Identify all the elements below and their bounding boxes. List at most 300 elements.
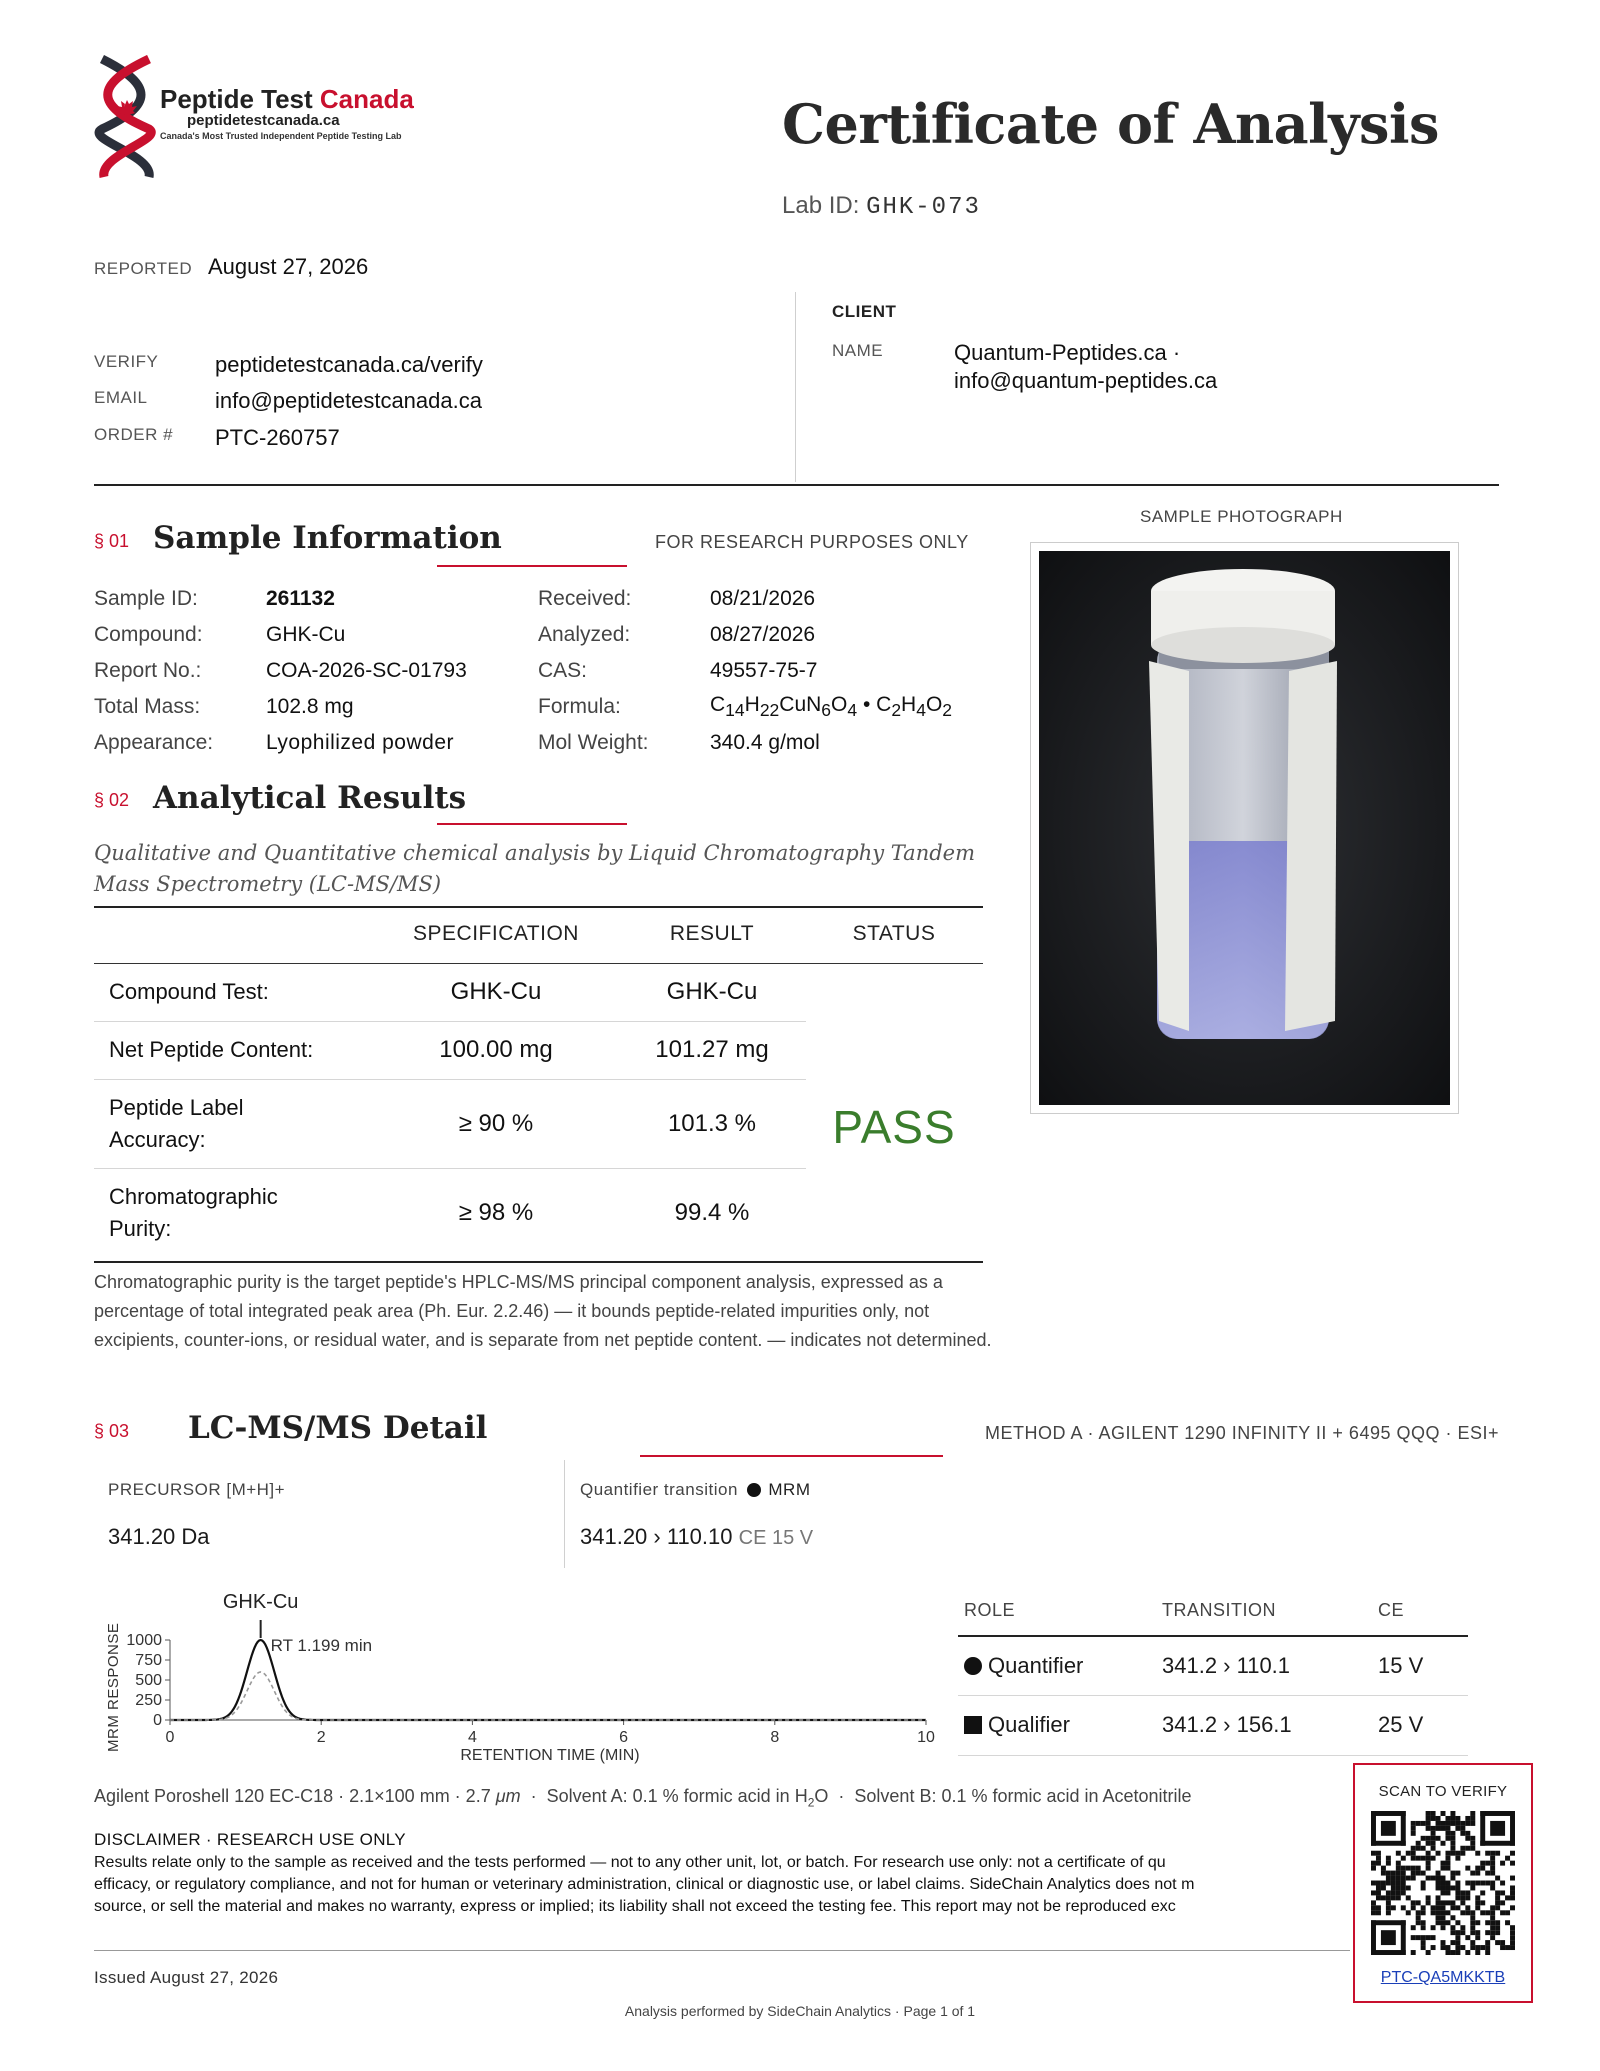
qr-module	[1441, 1940, 1446, 1945]
qr-module	[1450, 1885, 1455, 1890]
qr-module	[1510, 1861, 1515, 1866]
qr-module	[1455, 1940, 1460, 1945]
qr-module	[1510, 1940, 1515, 1945]
info-label: Analyzed:	[538, 623, 631, 646]
qr-module	[1396, 1866, 1401, 1871]
column-unit: μm	[495, 1786, 521, 1806]
qr-module	[1490, 1885, 1495, 1890]
qr-module	[1450, 1871, 1455, 1876]
qr-module	[1510, 1890, 1515, 1895]
qr-module	[1490, 1881, 1495, 1886]
qr-module	[1470, 1811, 1475, 1816]
qr-module	[1460, 1900, 1465, 1905]
qr-module	[1441, 1910, 1446, 1915]
logo	[94, 55, 164, 181]
f-o: O	[831, 692, 848, 716]
qr-module	[1391, 1895, 1396, 1900]
qr-code-icon[interactable]	[1371, 1811, 1515, 1955]
qr-module	[1505, 1920, 1510, 1925]
qr-module	[1470, 1910, 1475, 1915]
sample-id-value: 261132	[266, 587, 335, 610]
qr-module	[1441, 1905, 1446, 1910]
qr-module	[1426, 1861, 1431, 1866]
qr-module	[1391, 1885, 1396, 1890]
qr-module	[1376, 1895, 1381, 1900]
qr-module	[1445, 1826, 1450, 1831]
qr-module	[1401, 1890, 1406, 1895]
brand-name	[160, 84, 414, 115]
qr-module	[1475, 1930, 1480, 1935]
qr-module	[1495, 1940, 1500, 1945]
qr-module	[1455, 1945, 1460, 1950]
qr-module	[1450, 1950, 1455, 1955]
qr-module	[1391, 1905, 1396, 1910]
x-tick-label: 2	[316, 1729, 326, 1746]
f-n-n: 6	[821, 700, 832, 721]
qr-module	[1470, 1920, 1475, 1925]
qr-module	[1470, 1821, 1475, 1826]
qr-module	[1445, 1900, 1450, 1905]
qr-module	[1450, 1930, 1455, 1935]
qr-module	[1500, 1890, 1505, 1895]
qr-module	[1500, 1910, 1505, 1915]
vial-photo-icon	[1039, 551, 1450, 1105]
qr-module	[1475, 1871, 1480, 1876]
info-value: 340.4 g/mol	[710, 731, 820, 754]
qr-module	[1411, 1831, 1416, 1836]
table-row	[94, 1169, 806, 1257]
qr-module	[1406, 1866, 1411, 1871]
qr-module	[1465, 1866, 1470, 1871]
qr-module	[1475, 1950, 1480, 1955]
result-value: GHK-Cu	[666, 978, 758, 1005]
qr-module	[1500, 1940, 1505, 1945]
qr-module	[1431, 1811, 1436, 1816]
qr-module	[1431, 1826, 1436, 1831]
qr-module	[1460, 1930, 1465, 1935]
results-bottom-rule	[94, 1261, 983, 1263]
qr-module	[1406, 1876, 1411, 1881]
qr-module	[1460, 1846, 1465, 1851]
x-tick-label: 10	[917, 1729, 935, 1746]
y-tick-label: 1000	[126, 1632, 162, 1649]
spec-value: ≥ 90 %	[458, 1110, 534, 1137]
qr-module	[1431, 1905, 1436, 1910]
qr-module	[1465, 1846, 1470, 1851]
qr-module	[1386, 1861, 1391, 1866]
section-3-underline	[640, 1455, 943, 1457]
sample-photo	[1030, 542, 1459, 1114]
qr-module	[1426, 1816, 1431, 1821]
qr-module	[1490, 1915, 1495, 1920]
result-value: 101.3 %	[667, 1110, 757, 1137]
qr-module	[1416, 1821, 1421, 1826]
qr-module	[1386, 1895, 1391, 1900]
qr-module	[1445, 1836, 1450, 1841]
molecular-formula	[710, 693, 952, 721]
qr-module	[1490, 1851, 1495, 1856]
qr-module	[1455, 1816, 1460, 1821]
qr-module	[1485, 1881, 1490, 1886]
qr-module	[1495, 1920, 1500, 1925]
qr-module	[1490, 1910, 1495, 1915]
qr-module	[1465, 1895, 1470, 1900]
meta-divider	[795, 292, 796, 482]
qr-module	[1495, 1895, 1500, 1900]
lab-id	[782, 192, 981, 221]
qr-module	[1396, 1871, 1401, 1876]
qr-module	[1376, 1910, 1381, 1915]
qr-module	[1406, 1910, 1411, 1915]
info-row	[94, 725, 467, 761]
quantifier-transition-value: 341.20 › 110.10	[580, 1524, 733, 1549]
qr-module	[1431, 1831, 1436, 1836]
qr-finder	[1371, 1811, 1376, 1846]
section-1-underline	[437, 565, 627, 567]
reported-date: August 27, 2026	[208, 254, 369, 279]
qr-module	[1431, 1876, 1436, 1881]
disclaimer-line: Results relate only to the sample as received and the tests performed — not to any other unit, lot, or batch. For research use only: not a certificate of qu	[94, 1854, 1166, 1871]
qr-module	[1480, 1861, 1485, 1866]
qr-module	[1401, 1876, 1406, 1881]
qr-module	[1485, 1871, 1490, 1876]
qr-module	[1426, 1866, 1431, 1871]
section-2-title: Analytical Results	[153, 780, 467, 816]
qr-module	[1371, 1890, 1376, 1895]
chromatogram	[94, 1580, 954, 1770]
qr-module	[1450, 1940, 1455, 1945]
table-row	[964, 1653, 1464, 1679]
qr-module	[1470, 1925, 1475, 1930]
f-o2-n: 2	[942, 700, 953, 721]
qr-module	[1460, 1826, 1465, 1831]
qr-module	[1500, 1881, 1505, 1886]
section-1-title: Sample Information	[153, 520, 502, 556]
qr-module	[1465, 1910, 1470, 1915]
qr-module	[1431, 1841, 1436, 1846]
order-number: PTC-260757	[215, 425, 340, 450]
qr-module	[1470, 1846, 1475, 1851]
qr-module	[1455, 1881, 1460, 1886]
qr-module	[1455, 1856, 1460, 1861]
solvent-a-sub: 2	[807, 1795, 815, 1810]
qr-module	[1391, 1881, 1396, 1886]
brand-tagline: Canada's Most Trusted Independent Peptide Testing Lab	[160, 131, 402, 141]
qr-module	[1445, 1945, 1450, 1950]
qr-module	[1495, 1930, 1500, 1935]
f-c2-n: 2	[891, 700, 902, 721]
qr-module	[1441, 1826, 1446, 1831]
qr-module	[1495, 1851, 1500, 1856]
qr-module	[1470, 1871, 1475, 1876]
qr-module	[1431, 1836, 1436, 1841]
qr-module	[1386, 1905, 1391, 1910]
research-only-note: FOR RESEARCH PURPOSES ONLY	[655, 532, 969, 552]
info-row	[94, 581, 467, 617]
spec-value: GHK-Cu	[450, 978, 542, 1005]
issued-date: Issued August 27, 2026	[94, 1968, 279, 1987]
qr-module	[1396, 1851, 1401, 1856]
qr-module	[1426, 1811, 1431, 1816]
qr-module	[1455, 1930, 1460, 1935]
qr-module	[1411, 1935, 1416, 1940]
qr-module	[1470, 1940, 1475, 1945]
row-divider	[958, 1695, 1468, 1696]
qr-module	[1411, 1905, 1416, 1910]
qr-module	[1441, 1900, 1446, 1905]
qr-module	[1480, 1910, 1485, 1915]
qr-module	[1510, 1885, 1515, 1890]
qr-module	[1470, 1945, 1475, 1950]
qr-module	[1495, 1890, 1500, 1895]
email-label: EMAIL	[94, 388, 148, 407]
qr-module	[1465, 1935, 1470, 1940]
info-row	[94, 617, 467, 653]
qr-module	[1505, 1945, 1510, 1950]
qr-module	[1436, 1900, 1441, 1905]
qr-module	[1441, 1811, 1446, 1816]
qr-module	[1455, 1821, 1460, 1826]
qr-module	[1450, 1841, 1455, 1846]
chart-axes	[126, 1632, 935, 1746]
qr-module	[1436, 1826, 1441, 1831]
qr-module	[1450, 1876, 1455, 1881]
table-row	[94, 1080, 806, 1168]
disclaimer-heading: DISCLAIMER · RESEARCH USE ONLY	[94, 1830, 406, 1849]
qr-module	[1436, 1885, 1441, 1890]
qr-module	[1396, 1890, 1401, 1895]
info-value: COA-2026-SC-01793	[266, 659, 467, 682]
y-tick-label: 500	[135, 1672, 162, 1689]
qr-module	[1460, 1925, 1465, 1930]
qr-finder	[1480, 1811, 1485, 1846]
peak-label: GHK-Cu	[222, 1591, 299, 1613]
qr-module	[1431, 1935, 1436, 1940]
quantifier-transition	[580, 1524, 813, 1550]
qr-module	[1426, 1900, 1431, 1905]
x-tick-label: 0	[165, 1729, 175, 1746]
qr-module	[1391, 1890, 1396, 1895]
qr-module	[1391, 1876, 1396, 1881]
qr-module	[1441, 1821, 1446, 1826]
qr-module	[1386, 1856, 1391, 1861]
info-label: Mol Weight:	[538, 731, 649, 754]
qr-module	[1480, 1945, 1485, 1950]
qr-module	[1470, 1816, 1475, 1821]
qr-module	[1480, 1900, 1485, 1905]
f-sep: •	[857, 692, 877, 716]
brand-name-part2: Canada	[319, 84, 414, 114]
lab-id-label: Lab ID:	[782, 192, 860, 219]
retention-time-label: RT 1.199 min	[270, 1636, 373, 1655]
qr-module	[1421, 1905, 1426, 1910]
table-row	[94, 964, 806, 1021]
header-specification: SPECIFICATION	[413, 922, 579, 945]
qr-module	[1386, 1881, 1391, 1886]
status-badge: PASS	[832, 1101, 956, 1153]
qr-module	[1500, 1900, 1505, 1905]
qr-module	[1490, 1925, 1495, 1930]
qr-module	[1490, 1935, 1495, 1940]
qr-module	[1455, 1935, 1460, 1940]
info-row	[538, 653, 952, 689]
qr-module	[1475, 1945, 1480, 1950]
qr-module	[1421, 1856, 1426, 1861]
qr-module	[1386, 1900, 1391, 1905]
qr-module	[1396, 1861, 1401, 1866]
qr-module	[1465, 1816, 1470, 1821]
qr-module	[1460, 1910, 1465, 1915]
solvent-a-end: O	[814, 1786, 829, 1806]
qr-module	[1465, 1881, 1470, 1886]
qr-module	[1475, 1900, 1480, 1905]
f-h-n: 22	[759, 700, 780, 721]
qr-module	[1416, 1856, 1421, 1861]
qr-module	[1485, 1861, 1490, 1866]
qr-module	[1371, 1881, 1376, 1886]
qr-module	[1441, 1876, 1446, 1881]
qr-module	[1460, 1895, 1465, 1900]
qr-module	[1411, 1821, 1416, 1826]
qr-module	[1416, 1841, 1421, 1846]
qr-module	[1396, 1885, 1401, 1890]
qr-module	[1386, 1890, 1391, 1895]
x-tick-label: 4	[467, 1729, 477, 1746]
qr-module	[1450, 1925, 1455, 1930]
qr-module	[1441, 1915, 1446, 1920]
qr-module	[1426, 1826, 1431, 1831]
qr-module	[1421, 1935, 1426, 1940]
qr-module	[1371, 1851, 1376, 1856]
qr-module	[1436, 1821, 1441, 1826]
ce-header: CE	[1378, 1600, 1405, 1620]
qualifier-marker-icon	[964, 1716, 982, 1734]
solvent-b: Solvent B: 0.1 % formic acid in Acetonitrile	[854, 1786, 1192, 1806]
sample-info-left	[94, 581, 467, 761]
column-and-solvents: Agilent Poroshell 120 EC-C18 · 2.1×100 mm · 2.7 μm · Solvent A: 0.1 % formic acid in $H_2O$ · Solvent B: 0.1 % formic acid in Acetonitrile	[94, 1786, 1192, 1810]
qr-module	[1485, 1930, 1490, 1935]
lab-id-value: GHK-073	[866, 194, 981, 221]
qr-module	[1381, 1885, 1386, 1890]
qr-module	[1381, 1895, 1386, 1900]
qr-module	[1406, 1851, 1411, 1856]
qr-module	[1406, 1885, 1411, 1890]
order-label: ORDER #	[94, 425, 174, 444]
verify-url: peptidetestcanada.ca/verify	[215, 352, 483, 377]
qr-module	[1426, 1841, 1431, 1846]
qr-module	[1381, 1871, 1386, 1876]
qr-module	[1455, 1950, 1460, 1955]
qr-module	[1421, 1910, 1426, 1915]
transition-header: TRANSITION	[1162, 1600, 1277, 1620]
qr-module	[1465, 1831, 1470, 1836]
qr-module	[1421, 1846, 1426, 1851]
qr-module	[1441, 1861, 1446, 1866]
qr-module	[1421, 1871, 1426, 1876]
qr-finder	[1371, 1920, 1376, 1955]
qr-module	[1386, 1910, 1391, 1915]
qr-module	[1470, 1836, 1475, 1841]
section-2-subtitle: Qualitative and Quantitative chemical analysis by Liquid Chromatography Tandem Mass Spectrometry (LC-MS/MS)	[94, 841, 976, 896]
qr-module	[1411, 1851, 1416, 1856]
table-row	[94, 1022, 806, 1079]
qr-module	[1411, 1866, 1416, 1871]
section-3-number: § 03	[94, 1421, 130, 1441]
spec-value: ≥ 98 %	[458, 1199, 534, 1226]
verify-label: VERIFY	[94, 352, 159, 371]
info-label: Total Mass:	[94, 695, 201, 718]
qr-module	[1485, 1910, 1490, 1915]
qr-module	[1450, 1915, 1455, 1920]
qr-module	[1490, 1856, 1495, 1861]
qr-module	[1490, 1871, 1495, 1876]
qr-module	[1470, 1915, 1475, 1920]
qr-module	[1371, 1905, 1376, 1910]
info-row	[94, 653, 467, 689]
verify-code-link[interactable]: PTC-QA5MKKTB	[1380, 1969, 1506, 1986]
qr-module	[1436, 1836, 1441, 1841]
qr-module	[1505, 1910, 1510, 1915]
qr-module	[1470, 1841, 1475, 1846]
qr-module	[1490, 1920, 1495, 1925]
qr-module	[1426, 1851, 1431, 1856]
qr-module	[1465, 1950, 1470, 1955]
qr-module	[1401, 1856, 1406, 1861]
qr-module	[1505, 1856, 1510, 1861]
qr-module	[1396, 1876, 1401, 1881]
f-cun: CuN	[779, 692, 822, 716]
qr-module	[1485, 1920, 1490, 1925]
qr-module	[1475, 1881, 1480, 1886]
reported-label: REPORTED	[94, 259, 193, 278]
qr-module	[1441, 1885, 1446, 1890]
x-axis-label: RETENTION TIME (MIN)	[460, 1747, 640, 1764]
qr-finder	[1371, 1920, 1406, 1925]
test-name: Compound Test:	[109, 979, 269, 1004]
qr-module	[1441, 1920, 1446, 1925]
f-o-n: 4	[847, 700, 858, 721]
header-rule	[94, 484, 1499, 486]
qr-module	[1426, 1876, 1431, 1881]
qr-module	[1475, 1935, 1480, 1940]
sample-info-right	[538, 581, 952, 761]
qr-module	[1510, 1876, 1515, 1881]
qr-module	[1401, 1866, 1406, 1871]
info-row	[538, 617, 952, 653]
qr-module	[1426, 1935, 1431, 1940]
qr-module	[1470, 1881, 1475, 1886]
qr-module	[1445, 1881, 1450, 1886]
quantifier-dot-icon	[747, 1483, 761, 1497]
qr-module	[1445, 1885, 1450, 1890]
qr-module	[1371, 1910, 1376, 1915]
f-c-n: 14	[725, 700, 745, 721]
f-h: H	[744, 692, 760, 716]
qr-module	[1441, 1925, 1446, 1930]
qr-module	[1445, 1920, 1450, 1925]
qr-module	[1455, 1890, 1460, 1895]
qr-module	[1431, 1925, 1436, 1930]
qr-module	[1500, 1861, 1505, 1866]
qr-finder	[1381, 1930, 1396, 1945]
qr-module	[1381, 1866, 1386, 1871]
qr-finder	[1371, 1950, 1406, 1955]
qr-module	[1455, 1885, 1460, 1890]
header-result: RESULT	[669, 922, 755, 945]
qr-module	[1455, 1826, 1460, 1831]
qr-module	[1495, 1905, 1500, 1910]
qr-module	[1455, 1920, 1460, 1925]
